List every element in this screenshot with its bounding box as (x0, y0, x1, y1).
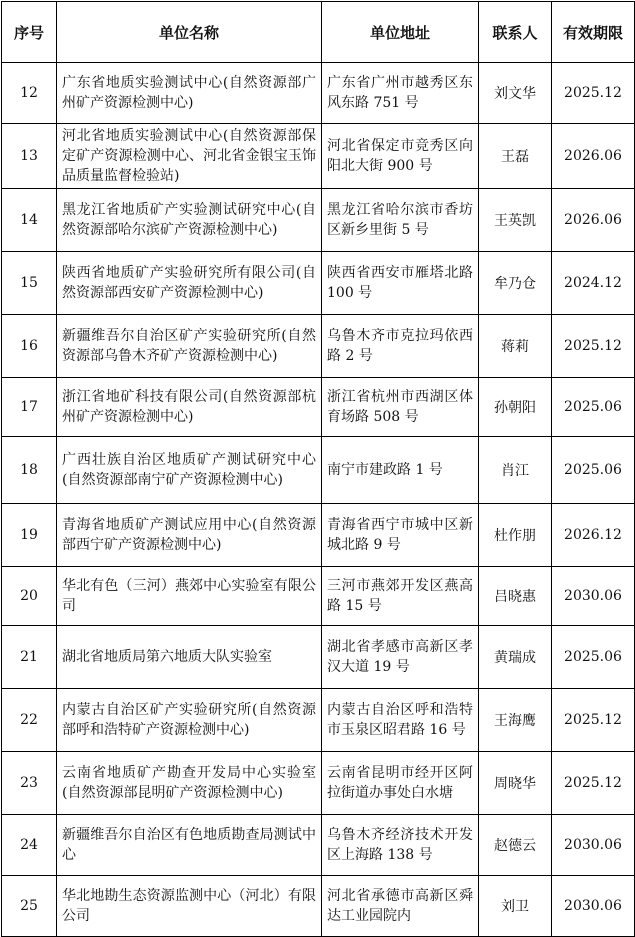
table-row (2, 626, 635, 689)
validity-date-cell: 2025.06 (552, 378, 635, 437)
contact-person-cell: 王磊 (479, 124, 552, 189)
serial-number-cell: 16 (2, 315, 57, 378)
validity-date-cell: 2025.12 (552, 752, 635, 815)
unit-name-cell: 陕西省地质矿产实验研究所有限公司(自然资源部西安矿产资源检测中心) (57, 252, 322, 315)
contact-person-cell: 赵德云 (479, 815, 552, 876)
table-row (2, 504, 635, 567)
serial-number-cell: 13 (2, 124, 57, 189)
contact-person-cell: 吕晓惠 (479, 567, 552, 626)
unit-name-cell: 华北有色（三河）燕郊中心实验室有限公司 (57, 567, 322, 626)
serial-number-cell: 24 (2, 815, 57, 876)
unit-name-cell: 青海省地质矿产测试应用中心(自然资源部西宁矿产资源检测中心) (57, 504, 322, 567)
unit-address-cell: 青海省西宁市城中区新城北路 9 号 (322, 504, 479, 567)
contact-person-cell: 王英凯 (479, 189, 552, 252)
unit-address-cell: 黑龙江省哈尔滨市香坊区新乡里街 5 号 (322, 189, 479, 252)
validity-date-cell: 2025.06 (552, 626, 635, 689)
validity-date-cell: 2025.12 (552, 315, 635, 378)
header-serial-number: 序号 (2, 2, 57, 63)
validity-date-cell: 2030.06 (552, 815, 635, 876)
validity-date-cell: 2026.12 (552, 504, 635, 567)
serial-number-cell: 18 (2, 437, 57, 504)
contact-person-cell: 孙朝阳 (479, 378, 552, 437)
unit-address-cell: 三河市燕郊开发区燕高路 15 号 (322, 567, 479, 626)
unit-name-cell: 云南省地质矿产勘查开发局中心实验室(自然资源部昆明矿产资源检测中心) (57, 752, 322, 815)
validity-date-cell: 2025.12 (552, 689, 635, 752)
validity-date-cell: 2025.06 (552, 437, 635, 504)
serial-number-cell: 20 (2, 567, 57, 626)
serial-number-cell: 12 (2, 63, 57, 124)
table-row (2, 189, 635, 252)
table-body (2, 63, 635, 937)
table-row (2, 567, 635, 626)
header-unit-address: 单位地址 (322, 2, 479, 63)
table-row (2, 752, 635, 815)
unit-name-cell: 内蒙古自治区矿产实验研究所(自然资源部呼和浩特矿产资源检测中心) (57, 689, 322, 752)
unit-address-cell: 浙江省杭州市西湖区体育场路 508 号 (322, 378, 479, 437)
unit-address-cell: 乌鲁木齐市克拉玛依西路 2 号 (322, 315, 479, 378)
unit-name-cell: 广东省地质实验测试中心(自然资源部广州矿产资源检测中心) (57, 63, 322, 124)
validity-date-cell: 2026.06 (552, 124, 635, 189)
serial-number-cell: 15 (2, 252, 57, 315)
unit-name-cell: 浙江省地矿科技有限公司(自然资源部杭州矿产资源检测中心) (57, 378, 322, 437)
table-row (2, 252, 635, 315)
unit-name-cell: 黑龙江省地质矿产实验测试研究中心(自然资源部哈尔滨矿产资源检测中心) (57, 189, 322, 252)
table-row (2, 315, 635, 378)
validity-date-cell: 2030.06 (552, 876, 635, 937)
table-row (2, 689, 635, 752)
contact-person-cell: 刘文华 (479, 63, 552, 124)
unit-address-cell: 陕西省西安市雁塔北路 100 号 (322, 252, 479, 315)
contact-person-cell: 蒋莉 (479, 315, 552, 378)
contact-person-cell: 周晓华 (479, 752, 552, 815)
table-row (2, 815, 635, 876)
validity-date-cell: 2025.12 (552, 63, 635, 124)
contact-person-cell: 王海鹰 (479, 689, 552, 752)
header-contact-person: 联系人 (479, 2, 552, 63)
serial-number-cell: 23 (2, 752, 57, 815)
header-unit-name: 单位名称 (57, 2, 322, 63)
unit-name-cell: 新疆维吾尔自治区矿产实验研究所(自然资源部乌鲁木齐矿产资源检测中心) (57, 315, 322, 378)
serial-number-cell: 17 (2, 378, 57, 437)
validity-date-cell: 2030.06 (552, 567, 635, 626)
unit-name-cell: 湖北省地质局第六地质大队实验室 (57, 626, 322, 689)
table-row (2, 63, 635, 124)
table-row (2, 124, 635, 189)
unit-address-cell: 广东省广州市越秀区东风东路 751 号 (322, 63, 479, 124)
serial-number-cell: 25 (2, 876, 57, 937)
unit-name-cell: 广西壮族自治区地质矿产测试研究中心(自然资源部南宁矿产资源检测中心) (57, 437, 322, 504)
unit-name-cell: 河北省地质实验测试中心(自然资源部保定矿产资源检测中心、河北省金银宝玉饰品质量监督检验站) (57, 124, 322, 189)
unit-name-cell: 华北地勘生态资源监测中心（河北）有限公司 (57, 876, 322, 937)
unit-address-cell: 乌鲁木齐经济技术开发区上海路 138 号 (322, 815, 479, 876)
serial-number-cell: 19 (2, 504, 57, 567)
table-row (2, 378, 635, 437)
table-row (2, 437, 635, 504)
unit-name-cell: 新疆维吾尔自治区有色地质勘查局测试中心 (57, 815, 322, 876)
contact-person-cell: 牟乃仓 (479, 252, 552, 315)
contact-person-cell: 杜作朋 (479, 504, 552, 567)
unit-address-cell: 内蒙古自治区呼和浩特市玉泉区昭君路 16 号 (322, 689, 479, 752)
contact-person-cell: 肖江 (479, 437, 552, 504)
table-header-row (2, 2, 635, 63)
table-row (2, 876, 635, 937)
unit-address-cell: 河北省承德市高新区舜达工业园院内 (322, 876, 479, 937)
unit-address-cell: 南宁市建政路 1 号 (322, 437, 479, 504)
validity-date-cell: 2026.06 (552, 189, 635, 252)
contact-person-cell: 刘卫 (479, 876, 552, 937)
institution-table (1, 1, 635, 937)
unit-address-cell: 云南省昆明市经开区阿拉街道办事处白水塘 (322, 752, 479, 815)
header-validity-period: 有效期限 (552, 2, 635, 63)
unit-address-cell: 湖北省孝感市高新区孝汉大道 19 号 (322, 626, 479, 689)
serial-number-cell: 14 (2, 189, 57, 252)
serial-number-cell: 21 (2, 626, 57, 689)
serial-number-cell: 22 (2, 689, 57, 752)
unit-address-cell: 河北省保定市竞秀区向阳北大街 900 号 (322, 124, 479, 189)
contact-person-cell: 黄瑞成 (479, 626, 552, 689)
validity-date-cell: 2024.12 (552, 252, 635, 315)
